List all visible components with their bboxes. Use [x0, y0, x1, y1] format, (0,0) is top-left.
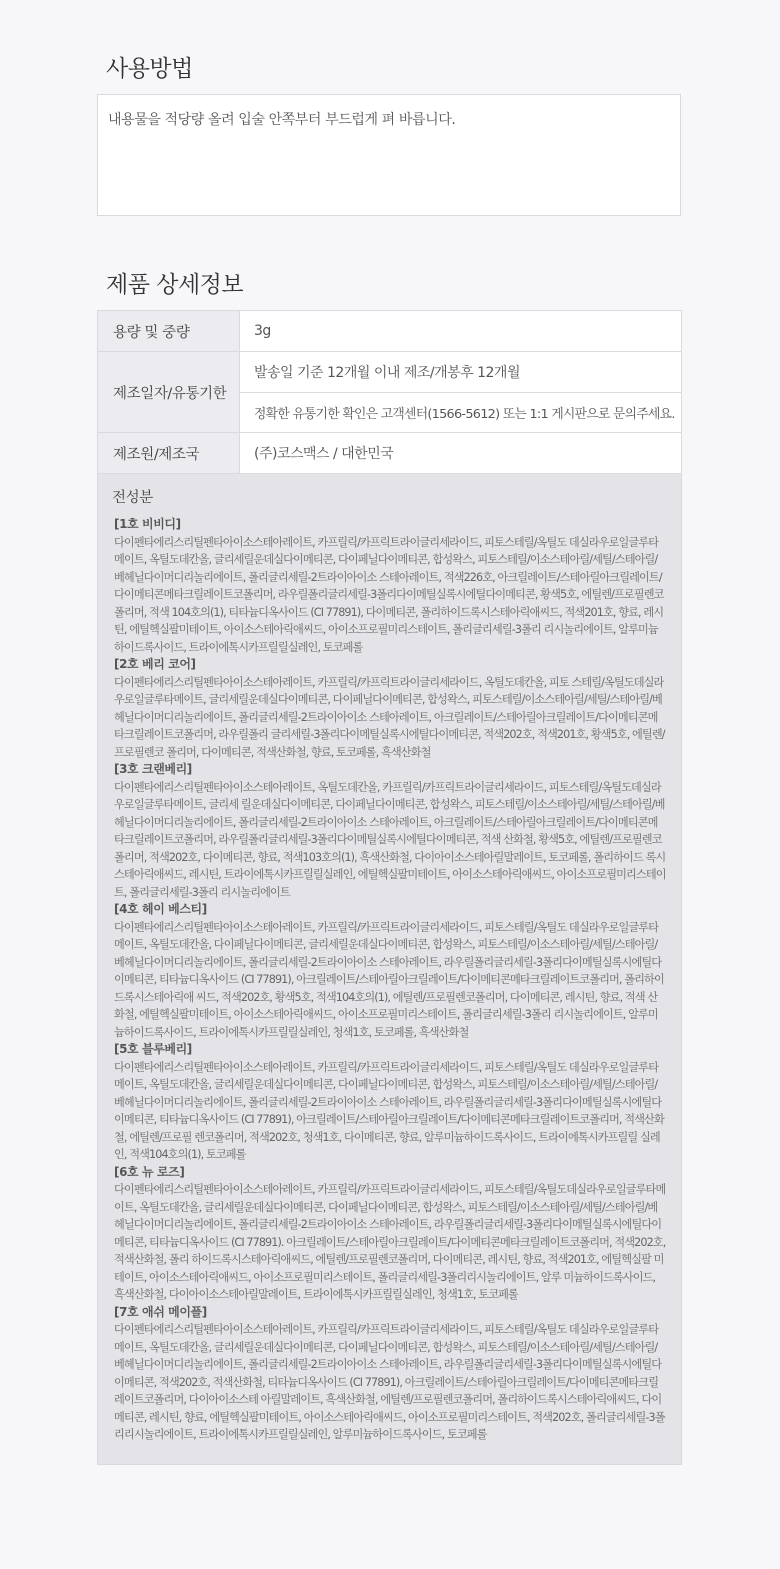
- shade-ingredients: 다이펜타에리스리틸펜타아이소스테아레이트, 카프릴릭/카프릭트라이글리세라이드, 피토스테릴/옥틸도 데실라우로일글루타메이트, 옥틸도데칸올, 글리세릴운데실다이메티콘, 다이페닐다이메티콘, 합성왁스, 피토스테릴/이소스테아릴/세틸/스테아릴/베헤닐다이머디리놀리에이트, 폴리글리세릴-2트라이아이소 스테아레이트, 라우릴폴리글리세릴-3폴리다이메틸실록시에틸다이메티콘, 티타늄디옥사이드 (CI 77891), 아크릴레이트/스테아릴아크릴레이트/다이메티콘메타크릴레이트코폴리머, 적색산화철, 에틸렌/프로필 렌코폴리머, 적색202호, 청색1호, 다이메티콘, 향료, 알루미늄하이드록사이드, 트라이에톡시카프릴릴 실레인, 적색104호의(1), 토코페롤: [114, 1060, 664, 1161]
- details-title: 제품 상세정보: [106, 272, 244, 298]
- row-value: (주)코스맥스 / 대한민국: [254, 446, 394, 462]
- row-value: 3g: [254, 323, 271, 339]
- usage-text-box: [97, 94, 681, 216]
- usage-title: 사용방법: [106, 56, 193, 82]
- row-value: 발송일 기준 12개월 이내 제조/개봉후 12개월: [254, 365, 520, 381]
- ingredients-section: [98, 474, 681, 1464]
- shade-title: [2호 베리 코어]: [114, 657, 196, 671]
- row-label: 제조일자/유통기한: [98, 352, 240, 432]
- product-detail-table: [97, 310, 682, 1465]
- shade-title: [1호 비비디]: [114, 517, 181, 531]
- row-value: 정확한 유통기한 확인은 고객센터(1566-5612) 또는 1:1 게시판으로 문의주세요.: [240, 392, 681, 432]
- shade-ingredients: 다이펜타에리스리틸펜타아이소스테아레이트, 카프릴릭/카프릭트라이글리세라이드, 피토스테릴/옥틸도 데실라우로일글루타메이트, 옥틸도데칸올, 다이페닐다이메티콘, 글리세릴운데실다이메티콘, 합성왁스, 피토스테릴/이소스테아릴/세틸/스테아릴/베헤닐다이머디리놀리에이트, 폴리글리세릴-2트라이아이소 스테아레이트, 라우릴폴리글리세릴-3폴리다이메틸실록시에틸다이메티콘, 티타늄디옥사이드 (CI 77891), 아크릴레이트/스테아릴아크릴레이트/다이메티콘메타크릴레이트코폴리머, 폴리하이드록시스테아릭애 씨드, 적색202호, 황색5호, 적색104호의(1), 에틸렌/프로필렌코폴리머, 다이메티콘, 레시틴, 향료, 적색 산화철, 에틸헥실팔미테이트, 아이소스테아릭애씨드, 아이소프로필미리스테이트, 폴리글리세릴-3폴리 리시놀리에이트, 알루미늄하이드록사이드, 트라이에톡시카프릴릴실레인, 청색1호, 토코페롤, 흑색산화철: [114, 920, 664, 1039]
- row-label: 용량 및 중량: [98, 311, 240, 351]
- shade-ingredients: 다이펜타에리스리틸펜타아이소스테아레이트, 카프릴릭/카프릭트라이글리세라이드, 피토스테릴/옥틸도 데실라우로일글루타메이트, 옥틸도데칸올, 글리세릴운데실다이메티콘, 다이페닐다이메티콘, 합성왁스, 피토스테릴/이소스테아릴/세틸/스테아릴/베헤닐다이머디리놀리에이트, 폴리글리세릴-2트라이아이소 스테아레이트, 적색226호, 아크릴레이트/스테아릴아크릴레이트/다이메티콘메타크릴레이트코폴리머, 라우릴폴리글리세릴-3폴리다이메틸실록시에틸다이메티콘, 황색5호, 에틸렌/프로필렌코폴리머, 적색 104호의(1), 티타늄디옥사이드 (CI 77891), 다이메티콘, 폴리하이드록시스테아릭애씨드, 적색201호, 향료, 레시틴, 에틸헥실팔미테이트, 아이소스테아릭애씨드, 아이소프로필미리스테이트, 폴리글리세릴-3폴리 리시놀리에이트, 알루미늄하이드록사이드, 트라이에톡시카프릴릴실레인, 토코페롤: [114, 535, 664, 654]
- shade-title: [5호 블루베리]: [114, 1042, 192, 1056]
- shade-ingredients: 다이펜타에리스리틸펜타아이소스테아레이트, 카프릴릭/카프릭트라이글리세라이드, 피토스테릴/옥틸도 데실라우로일글루타메이트, 옥틸도데칸올, 글리세릴운데실다이메티콘, 다이페닐다이메티콘, 합성왁스, 피토스테릴/이소스테아릴/세틸/스테아릴/베헤닐다이머디리놀리에이트, 폴리글리세릴-2트라이아이소 스테아레이트, 라우릴폴리글리세릴-3폴리다이메틸실록시에틸다이메티콘, 적색202호, 적색산화철, 티타늄디옥사이드 (CI 77891), 아크릴레이트/스테아릴아크릴레이트/다이메티콘메타크릴레이트코폴리머, 다이아이소스테 아릴말레이트, 흑색산화철, 에틸렌/프로필렌코폴리머, 폴리하이드록시스테아릭애씨드, 다이메티콘, 레시틴, 향료, 에틸헥실팔미테이트, 아이소스테아릭애씨드, 아이소프로필미리스테이트, 적색202호, 폴리글리세릴-3폴리리시놀리에이트, 트라이에톡시카프릴릴실레인, 알루미늄하이드록사이드, 토코페롤: [114, 1323, 665, 1441]
- shade-title: [7호 애쉬 메이플]: [114, 1304, 207, 1319]
- table-row-manufacturer: [98, 433, 681, 474]
- shade-title: [4호 헤이 베스티]: [114, 902, 207, 916]
- row-label: 제조원/제조국: [98, 433, 240, 473]
- table-row-volume: [98, 311, 681, 352]
- usage-text: 내용물을 적당량 올려 입술 안쪽부터 부드럽게 펴 바릅니다.: [108, 112, 456, 128]
- shade-ingredients: 다이펜타에리스리틸펜타아이소스테아레이트, 카프릴릭/카프릭트라이글리세라이드, 옥틸도데칸올, 피토 스테릴/옥틸도데실라우로일글루타메이트, 글리세릴운데실다이메티콘, 다이페닐다이메티콘, 합성왁스, 피토스테릴/이소스테아릴/세틸/스테아릴/베헤닐다이머디리놀리에이트, 폴리글리세릴-2트라이아이소 스테아레이트, 아크릴레이트/스테아릴아크릴레이트/다이메티콘메타크릴레이트코폴리머, 라우릴폴리 글리세릴-3폴리다이메틸실록시에틸다이메티콘, 적색202호, 적색201호, 황색5호, 에틸렌/프로필렌코 폴리머, 다이메티콘, 적색산화철, 향료, 토코페롤, 흑색산화철: [114, 675, 665, 759]
- ingredients-list: [112, 516, 667, 1444]
- shade-ingredients: 다이펜타에리스리틸펜타아이소스테아레이트, 옥틸도데칸올, 카프릴릭/카프릭트라이글리세라이드, 피토스테릴/옥틸도데실라우로일글루타메이트, 글리세 릴운데실다이메티콘, 다이페닐다이메티콘, 합성왁스, 피토스테릴/이소스테아릴/세틸/스테아릴/베헤닐다이머디리놀리에이트, 폴리글리세릴-2트라이아이소 스테아레이트, 아크릴레이트/스테아릴아크릴레이트/다이메티콘메타크릴레이트코폴리머, 라우릴폴리글리세릴-3폴리다이메틸실록시에틸다이메티콘, 적색 산화철, 황색5호, 에틸렌/프로필렌코폴리머, 적색202호, 다이메티콘, 향료, 적색103호의(1), 흑색산화철, 다이아이소스테아릴말레이트, 토코페롤, 폴리하이드 록시스테아릭애씨드, 레시틴, 트라이에톡시카프릴릴실레인, 에틸헥실팔미테이트, 아이소스테아릭애씨드, 아이소프로필미리스테이트, 폴리글리세릴-3폴리 리시놀리에이트: [114, 780, 666, 899]
- shade-title: [3호 크랜베리]: [114, 762, 192, 776]
- shade-title: [6호 뉴 로즈]: [114, 1164, 185, 1179]
- ingredients-heading: 전성분: [112, 490, 153, 506]
- table-row-expiry: [98, 352, 681, 433]
- shade-ingredients: 다이펜타에리스리틸펜타아이소스테아레이트, 카프릴릭/카프릭트라이글리세라이드, 피토스테릴/옥틸도데실라우로일글루타메이트, 옥틸도데칸올, 글리세릴운데실다이메티콘, 다이페닐다이메티콘, 합성왁스, 피토스테릴/이소스테아릴/세틸/스테아릴/베헤닐다이머디리놀리에이트, 폴리글리세릴-2트라이아이소 스테아레이트, 라우릴폴리글리세릴-3폴리다이메틸실록시에틸다이메티콘, 티타늄디옥사이드 (CI 77891). 아크릴레이트/스테아릴아크릴레이트/다이메티콘메타크릴레이트코폴리머, 적색202호, 적색산화철, 폴리 하이드록시스테아릭애씨드, 에틸렌/프로필렌코폴리머, 다이메티콘, 레시틴, 향료, 적색201호, 에틸헥실팔 미테이트, 아이소스테아릭애씨드, 아이소프로필미리스테이트, 폴리글리세릴-3폴리리시놀리에이트, 알루 미늄하이드록사이드, 흑색산화철, 다이아이소스테아릴말레이트, 트라이에톡시카프릴릴실레인, 청색1호, 토코페롤: [114, 1183, 666, 1301]
